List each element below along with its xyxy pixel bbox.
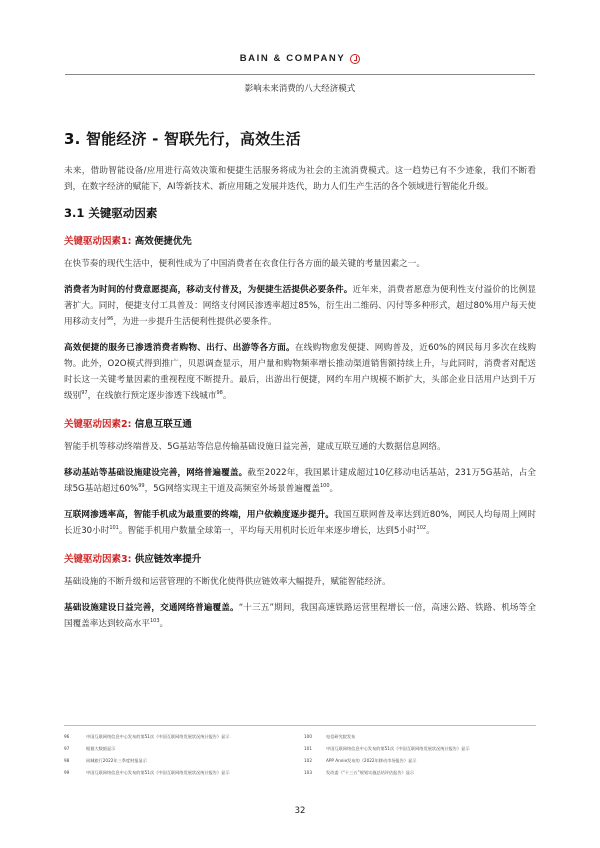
driver-3-heading <box>64 551 536 565</box>
driver-1-heading <box>64 233 536 247</box>
driver-1-label: 关键驱动因素1: <box>64 236 132 247</box>
bain-logo <box>240 53 361 64</box>
driver-3-p2-lead: 基础设施建设日益完善，交通网络普遍覆盖。 <box>64 603 239 613</box>
driver-2-paragraph-3 <box>64 507 536 539</box>
driver-2-p3-mid: 。智能手机用户数量全球第一，平均每天用机时长近年来逐步增长，达到5小时 <box>118 526 417 536</box>
driver-2-p2-tail: 。 <box>329 484 339 494</box>
driver-2-heading <box>64 416 536 430</box>
main-content <box>64 128 536 642</box>
driver-1-p3-mid: ，在线旅行预定逐步渗透下线城市 <box>87 391 217 401</box>
page-header <box>0 46 600 65</box>
driver-3-p2-body: “十三五”期间，我国高速铁路运营里程增长一倍，高速公路、铁路、机场等全国覆盖率达到较高水平 <box>64 603 536 629</box>
section-intro: 未来，借助智能设备/应用进行高效决策和便捷生活服务将成为社会的主流消费模式。这一趋势已有不少迹象，我们不断看到，在数字经济的赋能下，AI等新技术、新应用随之发展并迭代，助力人们生产生活的各个领域进行智能化升级。 <box>64 166 536 192</box>
footnote-text: 中国互联网络信息中心发布的第51次《中国互联网络发展状况统计报告》显示 <box>86 770 230 775</box>
footnote-item <box>304 746 536 752</box>
footnote-number: 99 <box>64 770 70 775</box>
driver-1-p2-lead: 消费者为时间的付费意愿提高，移动支付普及，为便捷生活提供必要条件。 <box>64 285 353 295</box>
footnote-number: 101 <box>304 746 312 751</box>
footnote-item <box>304 758 536 764</box>
driver-2-p3-lead: 互联网渗透率高，智能手机成为最重要的终端，用户依赖度逐步提升。 <box>64 510 334 520</box>
page-number: 32 <box>294 806 306 816</box>
footnote-number: 97 <box>64 746 70 751</box>
footnote-ref-98[interactable]: 98 <box>216 390 223 397</box>
footnote-item <box>64 746 296 752</box>
driver-1-paragraph-3 <box>64 340 536 404</box>
subsection-title: 3.1 关键驱动因素 <box>64 206 158 220</box>
logo-text: BAIN & COMPANY <box>239 53 346 64</box>
footnote-number: 102 <box>304 758 312 763</box>
driver-2-p2-mid: ，5G网络实现主干道及高频室外场景普遍覆盖 <box>144 484 320 494</box>
footnote-text: 中国互联网络信息中心发布的第51次《中国互联网络发展状况统计报告》显示 <box>326 746 470 751</box>
footnote-ref-99[interactable]: 99 <box>138 483 145 490</box>
footnote-item <box>64 758 296 764</box>
header-divider <box>65 74 535 75</box>
driver-2-p3-body: 我国互联网普及率达到近80%，网民人均每周上网时长近30小时 <box>64 510 536 536</box>
footnote-item <box>304 734 536 740</box>
footnote-divider <box>64 725 536 726</box>
driver-3-paragraph-2 <box>64 600 536 632</box>
footnote-text: 中国互联网络信息中心发布的第51次《中国互联网络发展状况统计报告》显示 <box>86 734 230 739</box>
driver-1-p2-body: 近年来，消费者愿意为便利性支付溢价的比例显著扩大。同时，便捷支付工具普及：网络支付网民渗透率超过85%，衍生出二维码、闪付等多种形式，超过80%用户每天使用移动支付 <box>64 285 536 327</box>
driver-2-p2-body: 截至2022年，我国累计建成超过10亿移动电话基站，231万5G基站，占全球5G基站超过60% <box>64 468 536 494</box>
footnote-text: 根据大数据显示 <box>86 746 116 751</box>
footnote-ref-97[interactable]: 97 <box>81 390 88 397</box>
footnote-text: APP Annie发布的《2022年移动市场报告》显示 <box>326 758 417 763</box>
footnote-number: 100 <box>304 734 312 739</box>
footnote-ref-102[interactable]: 102 <box>416 525 427 532</box>
driver-1-p3-lead: 高效便捷的服务已渗透消费者购物、出行、出游等各方面。 <box>64 343 295 353</box>
footnote-ref-96[interactable]: 96 <box>106 316 114 323</box>
footnotes-left-column <box>64 734 296 782</box>
driver-1-paragraph-2 <box>64 282 536 330</box>
section-title: 3. 智能经济 - 智联先行，高效生活 <box>64 130 301 148</box>
footnotes <box>64 725 536 782</box>
driver-2-title: 信息互联互通 <box>134 419 192 430</box>
driver-1-p3-tail: 。 <box>222 391 232 401</box>
footnote-text: 同城旅行2022年三季度财报显示 <box>86 758 147 763</box>
driver-2-paragraph-1: 智能手机等移动终端普及、5G基站等信息传输基础设施日益完善，建成互联互通的大数据信息网络。 <box>64 442 446 452</box>
footnote-number: 98 <box>64 758 70 763</box>
driver-3-paragraph-1: 基础设施的不断升级和运营管理的不断优化使得供应链效率大幅提升，赋能智能经济。 <box>64 577 391 587</box>
footnote-item <box>304 770 536 776</box>
driver-2-paragraph-2 <box>64 465 536 497</box>
driver-3-label: 关键驱动因素3: <box>64 554 132 565</box>
driver-3-p2-tail: 。 <box>159 619 169 629</box>
driver-3-title: 供应链效率提升 <box>134 554 202 565</box>
footnote-ref-101[interactable]: 101 <box>109 525 119 532</box>
logo-mark-icon <box>350 54 360 64</box>
driver-1-title: 高效便捷优先 <box>134 236 192 247</box>
footnote-item <box>64 770 296 776</box>
footnote-item <box>64 734 296 740</box>
driver-2-p3-tail: 。 <box>426 526 435 536</box>
footnotes-right-column <box>304 734 536 782</box>
footnote-number: 103 <box>304 770 312 775</box>
footnote-text: 电信研究院发布 <box>326 734 356 739</box>
footnote-number: 96 <box>64 734 70 739</box>
driver-1-p3-body: 在线购物愈发便捷、网购普及，近60%的网民每月多次在线购物。此外，O2O模式得到推广，贝恩调查显示，用户量和购物频率增长推动渠道销售额持续上升，与此同时，消费者对配送时长这一关键考量因素的重视程度不断提升。最后，出游出行便捷，网约车用户规模不断扩大，头部企业日活用户达到千万级别 <box>64 343 536 401</box>
report-subtitle: 影响未来消费的八大经济模式 <box>244 84 356 94</box>
driver-1-p2-tail: ，为进一步提升生活便利性提供必要条件。 <box>113 317 277 327</box>
footnote-ref-100[interactable]: 100 <box>320 483 330 490</box>
footnote-text: 发改委《“十三五”规划实施总结评估报告》显示 <box>326 770 415 775</box>
driver-2-p2-lead: 移动基站等基础设施建设完善，网络普遍覆盖。 <box>64 468 248 478</box>
footnote-ref-103[interactable]: 103 <box>149 618 160 625</box>
driver-2-label: 关键驱动因素2: <box>64 419 132 430</box>
driver-1-paragraph-1: 在快节奏的现代生活中，便利性成为了中国消费者在衣食住行各方面的最关键的考量因素之一。 <box>64 259 425 269</box>
